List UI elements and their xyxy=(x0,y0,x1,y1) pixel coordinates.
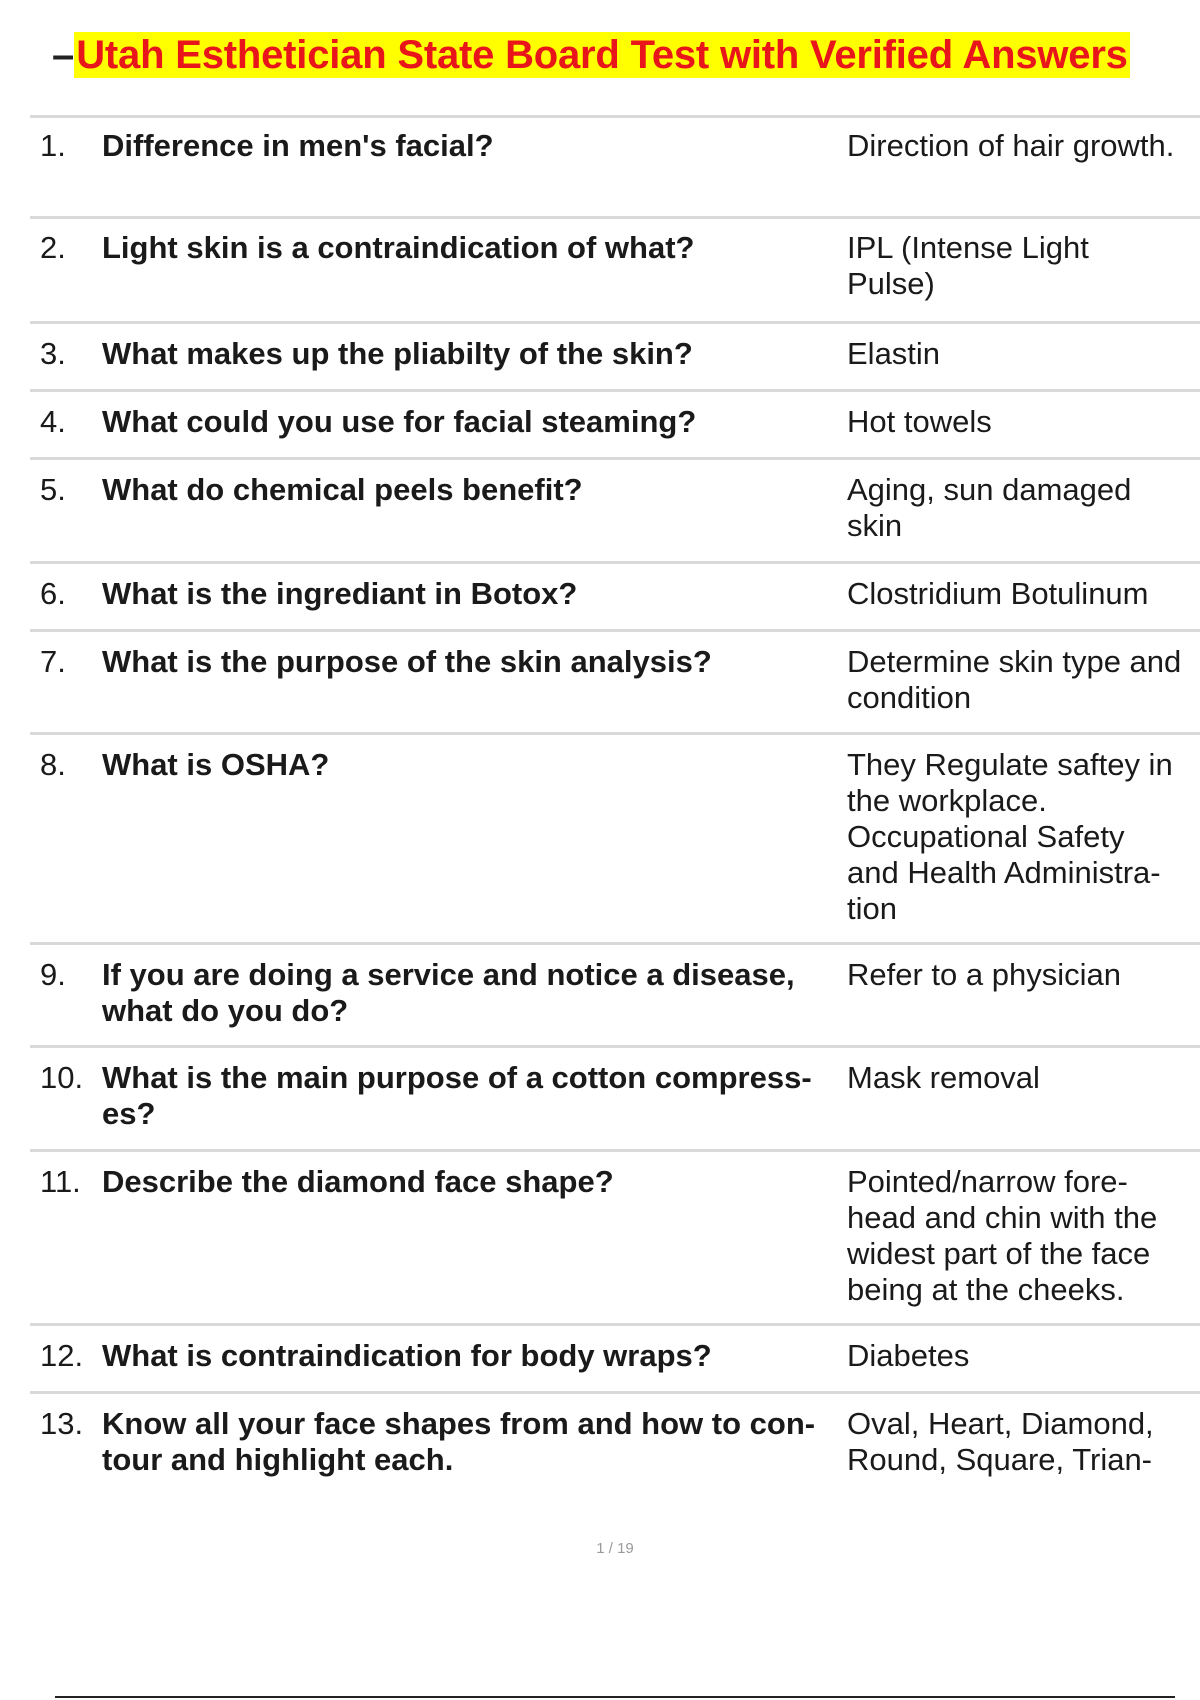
question-text: What makes up the pliabilty of the skin? xyxy=(102,336,693,371)
qa-row xyxy=(30,115,1200,216)
qa-row xyxy=(30,561,1200,629)
row-number: 1. xyxy=(40,128,66,163)
row-number: 13. xyxy=(40,1406,84,1441)
row-number: 4. xyxy=(40,404,66,439)
answer-text: Mask removal xyxy=(847,1060,1040,1095)
qa-row xyxy=(30,321,1200,389)
answer-text: Clostridium Botulinum xyxy=(847,576,1149,611)
answer-text: Elastin xyxy=(847,336,941,371)
qa-row xyxy=(30,942,1200,1045)
question-text: If you are doing a service and notice a disease, what do you do? xyxy=(102,957,795,1028)
answer-text: Aging, sun damaged skin xyxy=(847,472,1132,543)
question-text: What is OSHA? xyxy=(102,747,330,782)
answer-text: Oval, Heart, Diamond, Round, Square, Trian- xyxy=(847,1406,1154,1477)
answer-text: Hot towels xyxy=(847,404,992,439)
bottom-rule xyxy=(55,1696,1175,1698)
row-number: 3. xyxy=(40,336,66,371)
row-number: 12. xyxy=(40,1338,84,1373)
qa-row xyxy=(30,216,1200,321)
row-number: 2. xyxy=(40,230,66,265)
question-text: Light skin is a contraindication of what? xyxy=(102,230,695,265)
answer-text: IPL (Intense Light Pulse) xyxy=(847,230,1089,301)
question-text: What is the main purpose of a cotton compress-es? xyxy=(102,1060,812,1131)
row-number: 6. xyxy=(40,576,66,611)
qa-row xyxy=(30,1323,1200,1391)
answer-text: Determine skin type and condition xyxy=(847,644,1182,715)
answer-text: Pointed/narrow fore-head and chin with the widest part of the face being at the cheeks. xyxy=(847,1164,1158,1307)
qa-row xyxy=(30,389,1200,457)
page-number: 1 / 19 xyxy=(596,1540,634,1557)
question-text: What is the ingrediant in Botox? xyxy=(102,576,578,611)
question-text: Difference in men's facial? xyxy=(102,128,494,163)
question-text: What is contraindication for body wraps? xyxy=(102,1338,712,1373)
qa-row xyxy=(30,1391,1200,1491)
document-title xyxy=(52,30,1130,80)
qa-row xyxy=(30,629,1200,732)
qa-table xyxy=(30,115,1200,1491)
row-number: 10. xyxy=(40,1060,84,1095)
answer-text: Refer to a physician xyxy=(847,957,1121,992)
row-number: 9. xyxy=(40,957,66,992)
title-text: Utah Esthetician State Board Test with Verified Answers xyxy=(76,33,1128,77)
question-text: What do chemical peels benefit? xyxy=(102,472,583,507)
question-text: Know all your face shapes from and how to con-tour and highlight each. xyxy=(102,1406,816,1477)
question-text: Describe the diamond face shape? xyxy=(102,1164,614,1199)
qa-row xyxy=(30,1149,1200,1323)
title-dash: – xyxy=(52,33,75,77)
answer-text: Diabetes xyxy=(847,1338,970,1373)
qa-row xyxy=(30,732,1200,942)
row-number: 5. xyxy=(40,472,66,507)
row-number: 7. xyxy=(40,644,66,679)
qa-row xyxy=(30,1045,1200,1149)
answer-text: Direction of hair growth. xyxy=(847,128,1175,163)
question-text: What could you use for facial steaming? xyxy=(102,404,697,439)
question-text: What is the purpose of the skin analysis? xyxy=(102,644,712,679)
row-number: 11. xyxy=(40,1164,81,1199)
answer-text: They Regulate saftey in the workplace. Occupational Safety and Health Administra-tion xyxy=(847,747,1173,926)
row-number: 8. xyxy=(40,747,66,782)
qa-row xyxy=(30,457,1200,561)
